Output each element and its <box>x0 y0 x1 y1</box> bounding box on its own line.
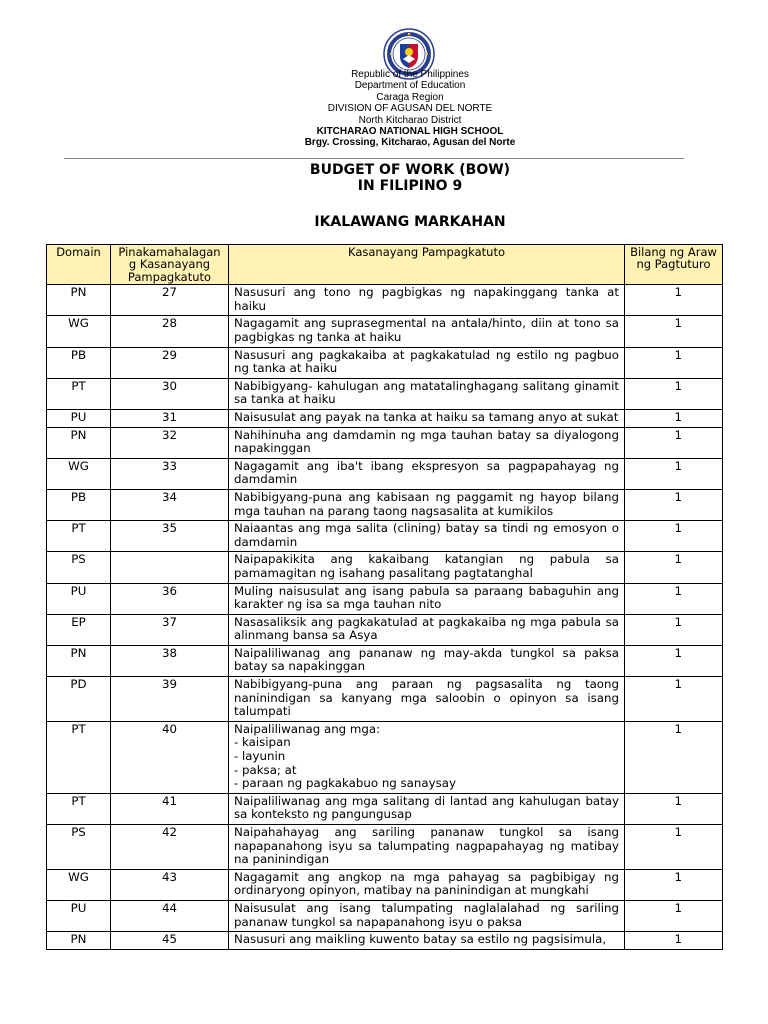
table-row <box>47 645 723 676</box>
competency-number-cell: 33 <box>111 458 229 489</box>
domain-cell: PB <box>47 489 111 520</box>
table-row <box>47 285 723 316</box>
table-row <box>47 427 723 458</box>
days-cell: 1 <box>625 793 723 824</box>
table-header-row <box>47 245 723 285</box>
letterhead <box>200 69 620 149</box>
letterhead-line-4: DIVISION OF AGUSAN DEL NORTE <box>327 103 493 115</box>
competency-list-item: - kaisipan <box>234 735 291 750</box>
title-line-2: IN FILIPINO 9 <box>357 178 463 194</box>
competency-number-cell: 28 <box>111 316 229 347</box>
competency-cell: Naipapakikita ang kakaibang katangian ng pabula sa pamamagitan ng isahang pasalitang pagtatanghal <box>229 552 625 583</box>
school-name: KITCHARAO NATIONAL HIGH SCHOOL <box>316 126 504 138</box>
letterhead-line-3: Caraga Region <box>376 91 444 103</box>
domain-cell: PS <box>47 825 111 870</box>
days-cell: 1 <box>625 489 723 520</box>
days-cell: 1 <box>625 825 723 870</box>
domain-cell: PN <box>47 645 111 676</box>
table-row <box>47 614 723 645</box>
competency-cell <box>229 721 625 793</box>
budget-of-work-table <box>46 244 723 950</box>
title-line-1: BUDGET OF WORK (BOW) <box>309 162 511 178</box>
competency-cell: Nasusuri ang pagkakaiba at pagkakatulad ng estilo ng pagbuo ng tanka at haiku <box>229 347 625 378</box>
domain-cell: PN <box>47 932 111 950</box>
competency-cell: Naisusulat ang isang talumpating naglalalahad ng sariling pananaw tungkol sa napapanahong isyu o paksa <box>229 900 625 931</box>
days-cell: 1 <box>625 409 723 427</box>
days-cell: 1 <box>625 347 723 378</box>
competency-cell: Nabibigyang- kahulugan ang matatalinghagang salitang ginamit sa tanka at haiku <box>229 378 625 409</box>
table-row <box>47 552 723 583</box>
domain-cell: EP <box>47 614 111 645</box>
header-competency-number: Pinakamahalagan g Kasanayang Pampagkatuto <box>111 245 229 285</box>
document-title <box>200 162 620 194</box>
table-row <box>47 316 723 347</box>
table-row <box>47 583 723 614</box>
competency-cell: Naisusulat ang payak na tanka at haiku sa tamang anyo at sukat <box>229 409 625 427</box>
competency-number-cell: 40 <box>111 721 229 793</box>
competency-number-cell: 35 <box>111 521 229 552</box>
competency-number-cell <box>111 552 229 583</box>
competency-cell: Nagagamit ang angkop na mga pahayag sa pagbibigay ng ordinaryong opinyon, matibay na paninindigan at mungkahi <box>229 869 625 900</box>
competency-number-cell: 27 <box>111 285 229 316</box>
days-cell: 1 <box>625 521 723 552</box>
table-row <box>47 378 723 409</box>
school-address: Brgy. Crossing, Kitcharao, Agusan del Norte <box>304 137 516 149</box>
table-row <box>47 869 723 900</box>
competency-number-cell: 31 <box>111 409 229 427</box>
competency-cell: Nabibigyang-puna ang kabisaan ng paggamit ng hayop bilang mga tauhan na parang taong nagsasalita at kumikilos <box>229 489 625 520</box>
competency-cell: Nahihinuha ang damdamin ng mga tauhan batay sa diyalogong napakinggan <box>229 427 625 458</box>
domain-cell: PB <box>47 347 111 378</box>
days-cell: 1 <box>625 583 723 614</box>
table-row <box>47 458 723 489</box>
domain-cell: WG <box>47 316 111 347</box>
competency-cell: Naiaantas ang mga salita (clining) batay sa tindi ng emosyon o damdamin <box>229 521 625 552</box>
competency-number-cell: 44 <box>111 900 229 931</box>
competency-cell: Nagagamit ang suprasegmental na antala/hinto, diin at tono sa pagbigkas ng tanka at haiku <box>229 316 625 347</box>
competency-number-cell: 29 <box>111 347 229 378</box>
domain-cell: PU <box>47 583 111 614</box>
table-row <box>47 900 723 931</box>
domain-cell: PT <box>47 721 111 793</box>
days-cell: 1 <box>625 869 723 900</box>
table-row <box>47 932 723 950</box>
days-cell: 1 <box>625 900 723 931</box>
competency-number-cell: 45 <box>111 932 229 950</box>
competency-number-cell: 32 <box>111 427 229 458</box>
days-cell: 1 <box>625 378 723 409</box>
days-cell: 1 <box>625 427 723 458</box>
competency-cell: Muling naisusulat ang isang pabula sa paraang babaguhin ang karakter ng isa sa mga tauhan nito <box>229 583 625 614</box>
days-cell: 1 <box>625 552 723 583</box>
competency-number-cell: 37 <box>111 614 229 645</box>
days-cell: 1 <box>625 677 723 722</box>
days-cell: 1 <box>625 614 723 645</box>
competency-cell: Nagagamit ang iba't ibang ekspresyon sa pagpapahayag ng damdamin <box>229 458 625 489</box>
days-cell: 1 <box>625 458 723 489</box>
competency-number-cell: 43 <box>111 869 229 900</box>
competency-cell: Nabibigyang-puna ang paraan ng pagsasalita ng taong naninindigan sa kanyang mga saloobin o opinyon sa isang talumpati <box>229 677 625 722</box>
competency-number-cell: 41 <box>111 793 229 824</box>
competency-number-cell: 34 <box>111 489 229 520</box>
table-row <box>47 721 723 793</box>
domain-cell: PU <box>47 409 111 427</box>
header-days: Bilang ng Araw ng Pagtuturo <box>625 245 723 285</box>
domain-cell: PT <box>47 378 111 409</box>
days-cell: 1 <box>625 645 723 676</box>
table-row <box>47 825 723 870</box>
domain-cell: PT <box>47 521 111 552</box>
table-row <box>47 489 723 520</box>
competency-number-cell: 30 <box>111 378 229 409</box>
domain-cell: PD <box>47 677 111 722</box>
letterhead-line-5: North Kitcharao District <box>358 114 462 126</box>
competency-cell: Naipaliliwanag ang pananaw ng may-akda tungkol sa paksa batay sa napakinggan <box>229 645 625 676</box>
competency-number-cell: 39 <box>111 677 229 722</box>
table-body <box>47 285 723 950</box>
domain-cell: PT <box>47 793 111 824</box>
domain-cell: PN <box>47 427 111 458</box>
table-row <box>47 793 723 824</box>
header-divider <box>64 158 684 159</box>
competency-number-cell: 38 <box>111 645 229 676</box>
competency-cell: Nasusuri ang maikling kuwento batay sa estilo ng pagsisimula, <box>229 932 625 950</box>
domain-cell: PU <box>47 900 111 931</box>
competency-cell: Naipaliliwanag ang mga salitang di lantad ang kahulugan batay sa konteksto ng pangungusap <box>229 793 625 824</box>
competency-cell: Nasusuri ang tono ng pagbigkas ng napakinggang tanka at haiku <box>229 285 625 316</box>
table-row <box>47 409 723 427</box>
table-row <box>47 521 723 552</box>
competency-list-item: - paksa; at <box>234 762 297 777</box>
days-cell: 1 <box>625 721 723 793</box>
table-row <box>47 347 723 378</box>
days-cell: 1 <box>625 316 723 347</box>
competency-number-cell: 36 <box>111 583 229 614</box>
competency-list-item: - paraan ng pagkakabuo ng sanaysay <box>234 776 456 791</box>
competency-cell: Naipahahayag ang sariling pananaw tungkol sa isang napapanahong isyu sa talumpating nagpapahayag ng matibay na paninindigan <box>229 825 625 870</box>
table-row <box>47 677 723 722</box>
competency-number-cell: 42 <box>111 825 229 870</box>
domain-cell: WG <box>47 458 111 489</box>
days-cell: 1 <box>625 285 723 316</box>
domain-cell: PS <box>47 552 111 583</box>
letterhead-line-2: Department of Education <box>354 80 466 92</box>
domain-cell: WG <box>47 869 111 900</box>
quarter-title: IKALAWANG MARKAHAN <box>314 214 506 230</box>
header-domain: Domain <box>47 245 111 285</box>
letterhead-line-1: Republic of the Philippines <box>351 69 469 80</box>
days-cell: 1 <box>625 932 723 950</box>
domain-cell: PN <box>47 285 111 316</box>
header-competency: Kasanayang Pampagkatuto <box>229 245 625 285</box>
competency-list-item: Naipaliliwanag ang mga: <box>234 721 381 736</box>
competency-list-item: - layunin <box>234 749 286 764</box>
competency-cell: Nasasaliksik ang pagkakatulad at pagkakaiba ng mga pabula sa alinmang bansa sa Asya <box>229 614 625 645</box>
